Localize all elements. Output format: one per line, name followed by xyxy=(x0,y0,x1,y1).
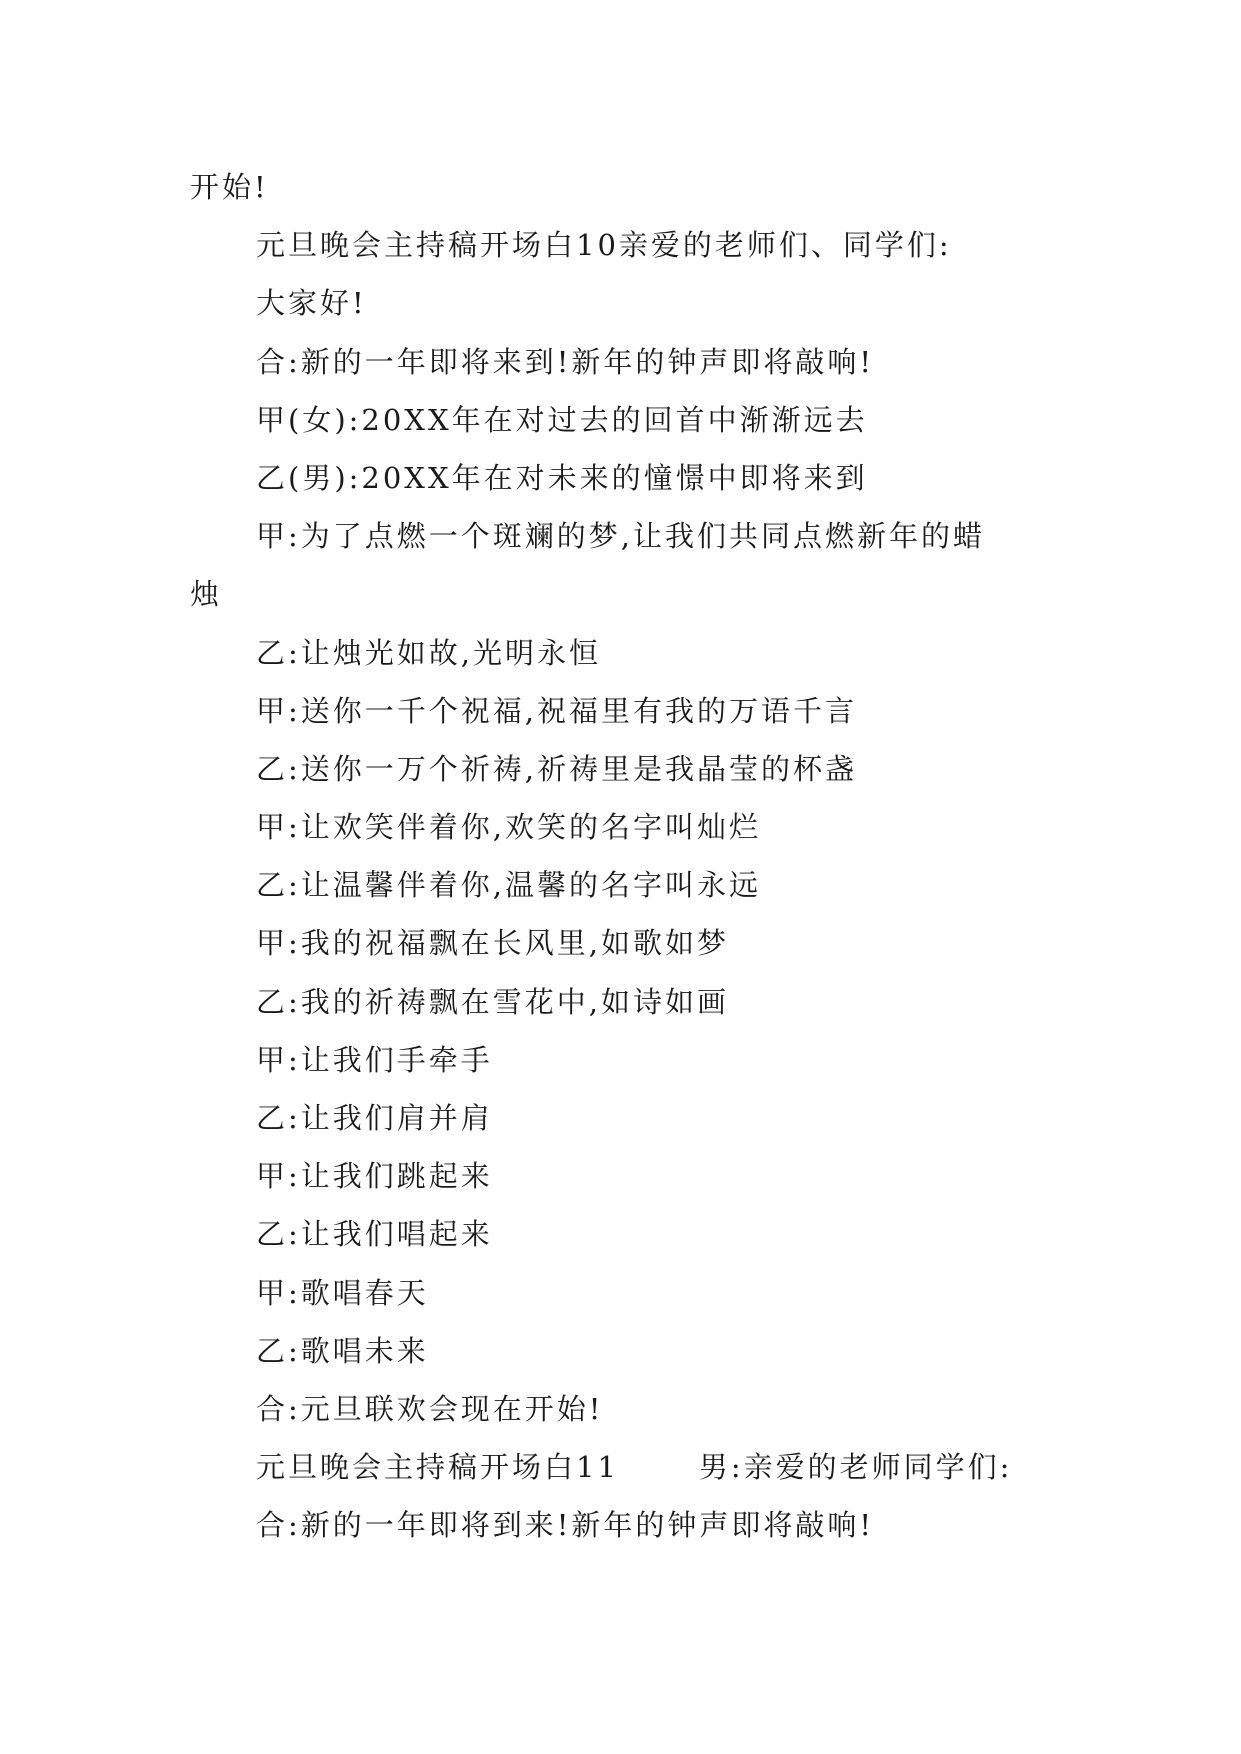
text-line-split xyxy=(190,1438,1070,1496)
text-line: 开始! xyxy=(190,170,269,204)
text-line: 乙:让烛光如故,光明永恒 xyxy=(256,635,601,670)
text-line: 合:新的一年即将到来!新年的钟声即将敲响! xyxy=(256,1508,875,1543)
text-line: 乙:送你一万个祈祷,祈祷里是我晶莹的杯盏 xyxy=(256,751,857,786)
text-line: 甲:为了点燃一个斑斓的梦,让我们共同点燃新年的蜡 xyxy=(256,519,985,554)
text-line: 合:元旦联欢会现在开始! xyxy=(256,1391,604,1426)
text-line: 元旦晚会主持稿开场白10亲爱的老师们、同学们: xyxy=(256,228,952,263)
text-line: 乙:让温馨伴着你,温馨的名字叫永远 xyxy=(256,868,761,903)
text-line: 甲:让欢笑伴着你,欢笑的名字叫灿烂 xyxy=(256,810,761,845)
text-line: 乙:让我们肩并肩 xyxy=(256,1101,493,1135)
split-line-right: 男:亲爱的老师同学们: xyxy=(698,1450,1013,1485)
text-line: 甲:我的祝福飘在长风里,如歌如梦 xyxy=(256,926,729,961)
text-line: 合:新的一年即将来到!新年的钟声即将敲响! xyxy=(256,344,875,379)
text-line: 乙:让我们唱起来 xyxy=(256,1217,493,1252)
text-line: 乙:我的祈祷飘在雪花中,如诗如画 xyxy=(256,984,729,1019)
text-line: 乙:歌唱未来 xyxy=(256,1333,429,1368)
text-line: 甲:歌唱春天 xyxy=(256,1275,429,1310)
text-line: 乙(男):20XX年在对未来的憧憬中即将来到 xyxy=(256,460,868,495)
text-line: 甲:让我们跳起来 xyxy=(256,1159,493,1194)
text-line: 烛 xyxy=(190,577,223,612)
document-body xyxy=(190,158,1070,1555)
text-line: 甲(女):20XX年在对过去的回首中渐渐远去 xyxy=(256,402,868,437)
split-line-left: 元旦晚会主持稿开场白11 xyxy=(256,1450,619,1485)
text-line: 甲:送你一千个祝福,祝福里有我的万语千言 xyxy=(256,693,857,728)
text-line: 大家好! xyxy=(256,286,367,321)
text-line: 甲:让我们手牵手 xyxy=(256,1042,493,1077)
